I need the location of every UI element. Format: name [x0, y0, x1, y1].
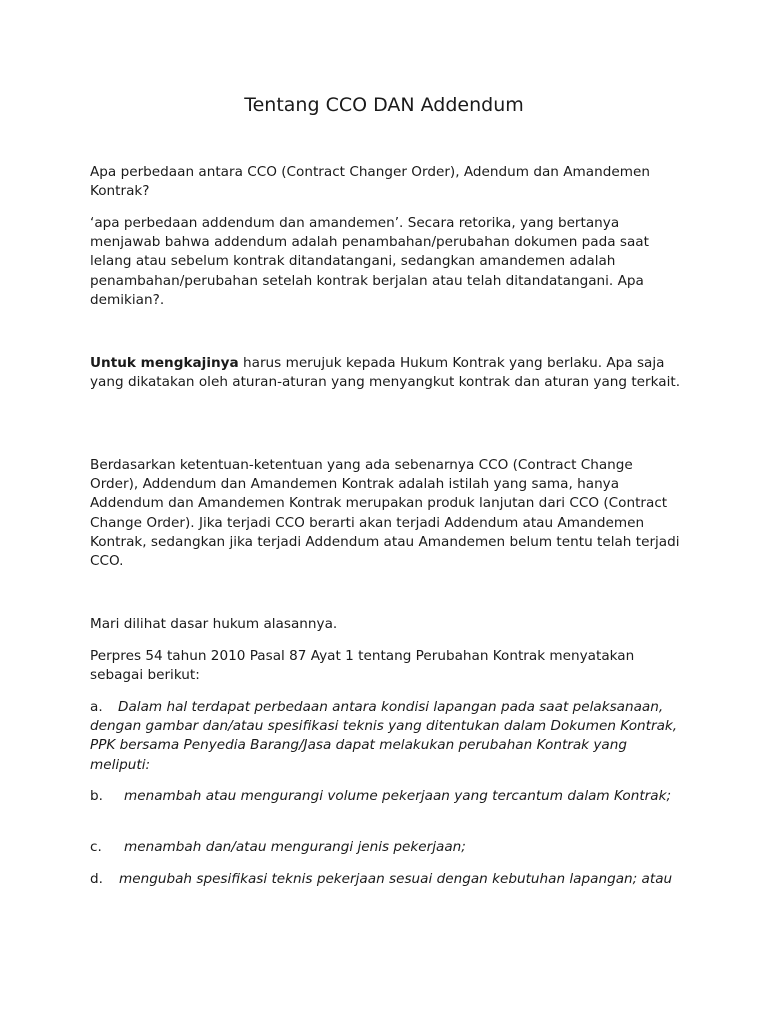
list-item-text: Dalam hal terdapat perbedaan antara kondisi lapangan pada saat pelaksanaan, dengan gambar dan/atau spesifikasi teknis yang ditentukan dalam Dokumen Kontrak, PPK bersama Penyedia Barang/Jasa dapat melakukan perubahan Kontrak yang meliputi: [90, 699, 678, 773]
quote-paragraph: ‘apa perbedaan addendum dan amandemen’. Secara retorika, yang bertanya menjawab bahwa addendum adalah penambahan/perubahan dokumen pada saat lelang atau sebelum kontrak ditandatangani, sedangkan amandemen adalah penambahan/perubahan setelah kontrak berjalan atau telah ditandatangani. Apa demikian?. [90, 215, 649, 308]
study-bold-lead: Untuk mengkajinya [90, 355, 239, 371]
list-item-text: menambah dan/atau mengurangi jenis pekerjaan; [124, 839, 466, 855]
list-marker: d. [90, 871, 103, 887]
list-marker: b. [90, 788, 103, 804]
intro-law-paragraph: Mari dilihat dasar hukum alasannya. [90, 616, 338, 632]
list-item-c [90, 838, 685, 857]
list-item-d [90, 870, 685, 889]
list-item-b [90, 787, 685, 806]
perpres-paragraph: Perpres 54 tahun 2010 Pasal 87 Ayat 1 tentang Perubahan Kontrak menyatakan sebagai berikut: [90, 648, 635, 684]
study-paragraph [90, 354, 685, 392]
list-marker: c. [90, 839, 102, 855]
document-title: Tentang CCO DAN Addendum [244, 94, 524, 116]
study-rest: harus merujuk kepada Hukum Kontrak yang berlaku. Apa saja yang dikatakan oleh aturan-aturan yang menyangkut kontrak dan aturan yang terkait. [90, 355, 681, 391]
list-item-text: menambah atau mengurangi volume pekerjaan yang tercantum dalam Kontrak; [124, 788, 672, 804]
basis-paragraph: Berdasarkan ketentuan-ketentuan yang ada sebenarnya CCO (Contract Change Order), Addendum dan Amandemen Kontrak adalah istilah yang sama, hanya Addendum dan Amandemen Kontrak merupakan produk lanjutan dari CCO (Contract Change Order). Jika terjadi CCO berarti akan terjadi Addendum atau Amandemen Kontrak, sedangkan jika terjadi Addendum atau Amandemen belum tentu telah terjadi CCO. [90, 457, 680, 570]
question-paragraph: Apa perbedaan antara CCO (Contract Changer Order), Adendum dan Amandemen Kontrak? [90, 164, 650, 200]
list-item-a [90, 698, 685, 775]
list-marker: a. [90, 699, 103, 715]
list-item-text: mengubah spesifikasi teknis pekerjaan sesuai dengan kebutuhan lapangan; atau [119, 871, 673, 887]
